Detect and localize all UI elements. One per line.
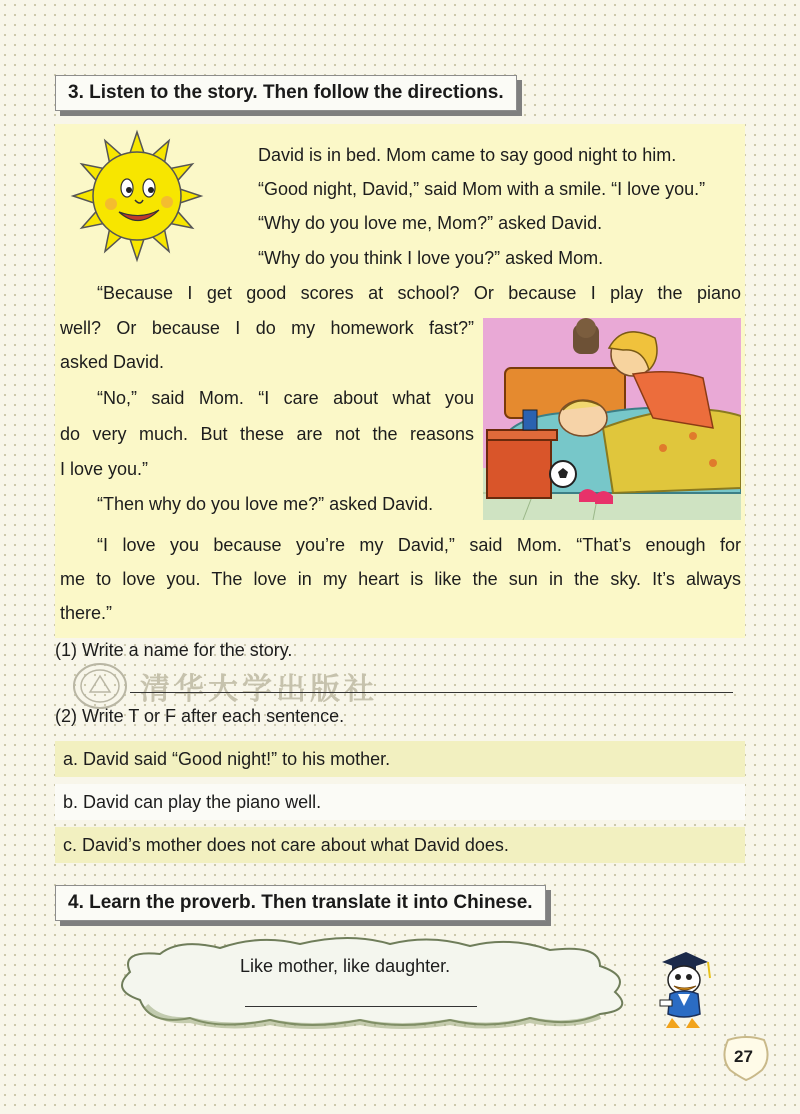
question-1: (1) Write a name for the story. [55,640,293,660]
section-3-heading: 3. Listen to the story. Then follow the directions. [55,75,517,111]
story-line-14: there.” [60,603,113,623]
story-line-3: “Why do you love me, Mom?” asked David. [258,213,603,233]
story-line-11: “Then why do you love me?” asked David. [97,494,434,514]
story-line-7: asked David. [60,352,165,372]
publisher-watermark-text: 清华大学出版社 [140,672,378,707]
proverb-text: Like mother, like daughter. [240,956,451,976]
story-line-12: “I love you because you’re my David,” said Mom. “That’s enough for [97,535,741,555]
graduate-duck-illustration [652,948,714,1030]
story-line-10: I love you.” [60,459,149,479]
question-2: (2) Write T or F after each sentence. [55,706,345,726]
statement-a: a. David said “Good night!” to his mother. [55,741,745,777]
story-line-5: “Because I get good scores at school? Or because I play the piano [97,283,741,303]
story-line-8: “No,” said Mom. “I care about what you [97,388,474,408]
story-line-4: “Why do you think I love you?” asked Mom. [258,248,604,268]
section-4-heading: 4. Learn the proverb. Then translate it into Chinese. [55,885,546,921]
story-line-2: “Good night, David,” said Mom with a smile. “I love you.” [258,179,706,199]
translation-answer-line[interactable] [245,1006,477,1007]
statement-c: c. David’s mother does not care about what David does. [55,827,745,863]
page-number: 27 [734,1047,753,1066]
story-line-9: do very much. But these are not the reasons [60,424,474,444]
cloud-shape [100,930,640,1030]
publisher-seal-icon [72,662,128,710]
story-line-1: David is in bed. Mom came to say good night to him. [258,145,677,165]
sun-illustration [60,126,210,264]
statement-b: b. David can play the piano well. [55,784,745,820]
bedroom-illustration [483,318,741,520]
story-line-6: well? Or because I do my homework fast?” [60,318,474,338]
story-line-13: me to love you. The love in my heart is like the sun in the sky. It’s always [60,569,741,589]
story-box [55,124,745,638]
q1-answer-line[interactable] [130,692,733,693]
